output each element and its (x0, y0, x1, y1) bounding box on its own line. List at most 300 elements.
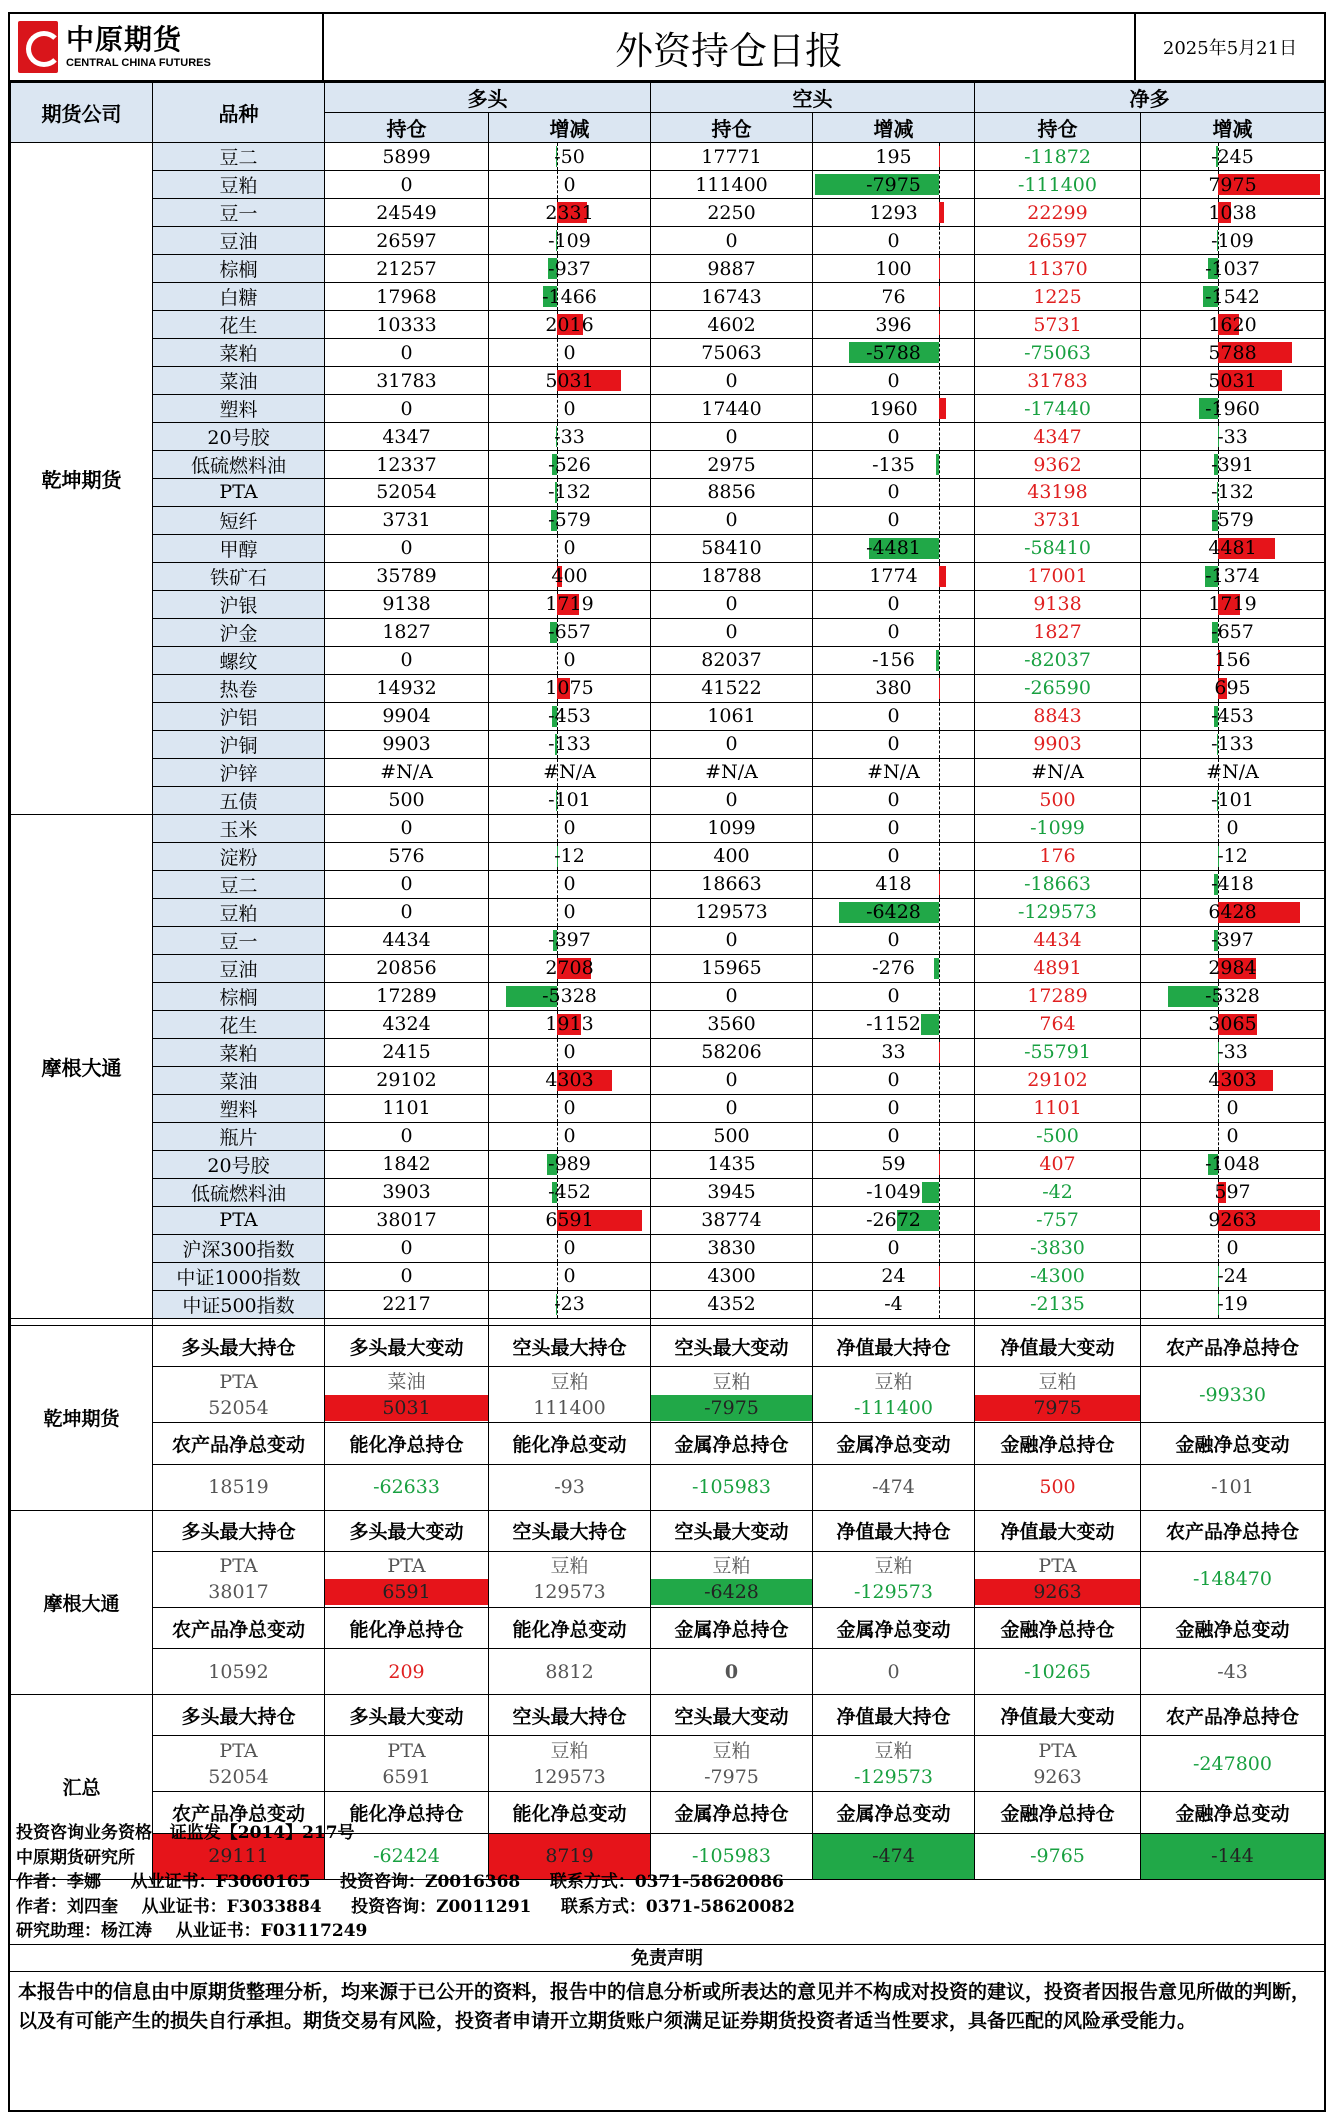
summary-total: 8719 (489, 1833, 651, 1879)
summary-label: 农产品净总变动 (153, 1607, 325, 1648)
product-name: 中证500指数 (153, 1290, 325, 1318)
short-change-cell (813, 1038, 975, 1066)
cell-value: 0 (887, 929, 900, 952)
product-name: 花生 (153, 311, 325, 339)
stat-product: PTA (387, 1739, 426, 1762)
table-row (11, 814, 1325, 842)
long-hold-cell: 4434 (325, 926, 489, 954)
zero-axis (939, 703, 940, 730)
long-change-cell (489, 562, 651, 590)
product-name: 沪深300指数 (153, 1234, 325, 1262)
table-row (11, 842, 1325, 870)
long-change-cell (489, 702, 651, 730)
summary-label: 农产品净总变动 (153, 1792, 325, 1833)
stat-value: 129573 (533, 1765, 606, 1788)
net-change-cell (1141, 1122, 1325, 1150)
zero-axis (939, 479, 940, 506)
summary-total: 8812 (489, 1649, 651, 1695)
net-hold-cell: 1225 (975, 283, 1141, 311)
short-change-cell (813, 1122, 975, 1150)
long-hold-cell: 52054 (325, 479, 489, 507)
cell-value: 0 (563, 1097, 576, 1120)
product-name: 短纤 (153, 506, 325, 534)
zero-axis (939, 1291, 940, 1318)
summary-label: 能化净总持仓 (325, 1792, 489, 1833)
long-hold-cell: 24549 (325, 199, 489, 227)
table-row (11, 367, 1325, 395)
long-change-cell (489, 395, 651, 423)
stat-value: -111400 (854, 1396, 933, 1419)
net-change-cell (1141, 534, 1325, 562)
long-hold-cell: 0 (325, 1234, 489, 1262)
summary-stat (153, 1551, 325, 1607)
short-change-cell (813, 255, 975, 283)
long-change-cell (489, 842, 651, 870)
long-change-cell (489, 1178, 651, 1206)
summary-label: 能化净总变动 (489, 1792, 651, 1833)
short-hold-cell: 400 (651, 842, 813, 870)
long-hold-cell: 0 (325, 1262, 489, 1290)
long-hold-cell: 3731 (325, 506, 489, 534)
net-hold-cell: 9362 (975, 451, 1141, 479)
net-hold-cell: -75063 (975, 339, 1141, 367)
net-change-cell (1141, 506, 1325, 534)
net-hold-cell: -3830 (975, 1234, 1141, 1262)
cell-value: 0 (887, 845, 900, 868)
table-row (11, 786, 1325, 814)
long-change-cell (489, 590, 651, 618)
net-change-cell (1141, 982, 1325, 1010)
short-change-cell (813, 283, 975, 311)
long-hold-cell: 35789 (325, 562, 489, 590)
product-name: 白糖 (153, 283, 325, 311)
zero-axis (557, 1123, 558, 1150)
cell-value: 6428 (1208, 901, 1257, 924)
long-hold-cell: 31783 (325, 367, 489, 395)
zero-axis (939, 339, 940, 366)
short-hold-cell: 58206 (651, 1038, 813, 1066)
stat-product: 豆粕 (874, 1370, 913, 1393)
summary-label: 能化净总持仓 (325, 1423, 489, 1464)
summary-total: -144 (1141, 1833, 1325, 1879)
short-change-cell (813, 926, 975, 954)
cell-value: -397 (1211, 929, 1254, 952)
disclaimer-title: 免责声明 (10, 1944, 1324, 1972)
cell-value: -133 (1211, 733, 1254, 756)
long-hold-cell: 576 (325, 842, 489, 870)
table-row (11, 870, 1325, 898)
summary-stat (489, 1736, 651, 1792)
short-hold-cell: 1061 (651, 702, 813, 730)
cell-value: -5328 (542, 985, 597, 1008)
net-hold-cell: -18663 (975, 870, 1141, 898)
product-name: 瓶片 (153, 1122, 325, 1150)
cell-value: 0 (563, 173, 576, 196)
short-change-cell (813, 423, 975, 451)
short-change-cell (813, 1262, 975, 1290)
stat-value: 52054 (208, 1765, 269, 1788)
short-change-cell (813, 199, 975, 227)
long-change-cell (489, 814, 651, 842)
net-change-cell (1141, 171, 1325, 199)
long-change-cell (489, 1206, 651, 1234)
cell-value: -937 (548, 257, 591, 280)
footer-line: 中原期货研究所 (16, 1847, 135, 1868)
cell-value: 0 (563, 901, 576, 924)
short-hold-cell: 0 (651, 982, 813, 1010)
table-row (11, 702, 1325, 730)
long-change-cell (489, 954, 651, 982)
summary-table (10, 1325, 1325, 1880)
cell-value: 0 (563, 817, 576, 840)
change-bar (939, 678, 941, 699)
net-hold-cell: #N/A (975, 758, 1141, 786)
zero-axis (939, 843, 940, 870)
summary-label: 农产品净总持仓 (1141, 1326, 1325, 1367)
summary-label: 金融净总变动 (1141, 1423, 1325, 1464)
long-change-cell (489, 1094, 651, 1122)
table-row (11, 1206, 1325, 1234)
cell-value: 6591 (545, 1209, 594, 1232)
cell-value: -33 (1217, 425, 1248, 448)
cell-value: 0 (1226, 1125, 1239, 1148)
summary-company: 乾坤期货 (11, 1326, 153, 1511)
long-hold-cell: #N/A (325, 758, 489, 786)
summary-label: 能化净总变动 (489, 1607, 651, 1648)
long-change-cell (489, 283, 651, 311)
cell-value: -579 (548, 509, 591, 532)
summary-total: 10592 (153, 1649, 325, 1695)
zero-axis (939, 815, 940, 842)
product-name: 中证1000指数 (153, 1262, 325, 1290)
cell-value: 2984 (1208, 957, 1257, 980)
long-hold-cell: 12337 (325, 451, 489, 479)
report-date: 2025年5月21日 (1136, 14, 1324, 82)
summary-label: 净值最大变动 (975, 1326, 1141, 1367)
cell-value: 0 (887, 509, 900, 532)
long-hold-cell: 0 (325, 171, 489, 199)
cell-value: 2708 (545, 957, 594, 980)
short-change-cell (813, 339, 975, 367)
cell-value: -1374 (1205, 565, 1260, 588)
cell-value: 597 (1214, 1181, 1251, 1204)
cell-value: 1913 (545, 1013, 594, 1036)
cell-value: -7975 (866, 173, 921, 196)
cell-value: 2016 (545, 313, 594, 336)
short-change-cell (813, 590, 975, 618)
net-change-cell (1141, 1290, 1325, 1318)
cell-value: -276 (872, 957, 915, 980)
cell-value: 0 (563, 649, 576, 672)
net-hold-cell: 1827 (975, 618, 1141, 646)
cell-value: 0 (563, 1237, 576, 1260)
product-name: 豆粕 (153, 898, 325, 926)
short-hold-cell: 0 (651, 227, 813, 255)
long-change-cell (489, 1010, 651, 1038)
net-hold-cell: -11872 (975, 143, 1141, 171)
product-name: 豆一 (153, 926, 325, 954)
net-change-cell (1141, 1178, 1325, 1206)
cell-value: -12 (554, 845, 585, 868)
company-name: 乾坤期货 (11, 143, 153, 815)
long-hold-cell: 29102 (325, 1066, 489, 1094)
company-name: 摩根大通 (11, 814, 153, 1318)
short-hold-cell: 0 (651, 367, 813, 395)
short-hold-cell: 3560 (651, 1010, 813, 1038)
table-row (11, 1122, 1325, 1150)
short-hold-cell: 15965 (651, 954, 813, 982)
short-hold-cell: 16743 (651, 283, 813, 311)
long-change-cell (489, 311, 651, 339)
long-hold-cell: 0 (325, 1122, 489, 1150)
summary-label: 净值最大变动 (975, 1695, 1141, 1736)
table-row (11, 451, 1325, 479)
net-hold-cell: 17001 (975, 562, 1141, 590)
net-hold-cell: 4347 (975, 423, 1141, 451)
table-row (11, 898, 1325, 926)
zero-axis (939, 451, 940, 478)
net-change-cell (1141, 1010, 1325, 1038)
cell-value: 400 (551, 565, 588, 588)
table-row (11, 1038, 1325, 1066)
cell-value: -989 (548, 1153, 591, 1176)
short-change-cell (813, 1206, 975, 1234)
stat-product: PTA (1038, 1555, 1077, 1578)
zero-axis (1218, 1095, 1219, 1122)
net-change-cell (1141, 451, 1325, 479)
stat-value: 9263 (1033, 1765, 1082, 1788)
zero-axis (557, 899, 558, 926)
cell-value: 0 (563, 537, 576, 560)
summary-label: 空头最大持仓 (489, 1695, 651, 1736)
long-hold-cell: 4324 (325, 1010, 489, 1038)
product-name: 菜粕 (153, 1038, 325, 1066)
cell-value: 195 (875, 145, 912, 168)
cell-value: 4303 (1208, 1069, 1257, 1092)
cell-value: 0 (887, 229, 900, 252)
short-hold-cell: 0 (651, 423, 813, 451)
cell-value: 9263 (1208, 1209, 1257, 1232)
summary-stat (325, 1736, 489, 1792)
net-change-cell (1141, 227, 1325, 255)
net-hold-cell: 407 (975, 1150, 1141, 1178)
product-name: 豆油 (153, 954, 325, 982)
zero-axis (939, 647, 940, 674)
short-change-cell (813, 646, 975, 674)
table-row (11, 926, 1325, 954)
net-change-cell (1141, 1262, 1325, 1290)
net-hold-cell: -500 (975, 1122, 1141, 1150)
short-change-cell (813, 367, 975, 395)
summary-label: 空头最大持仓 (489, 1510, 651, 1551)
summary-label: 金属净总变动 (813, 1792, 975, 1833)
net-change-cell (1141, 395, 1325, 423)
zero-axis (939, 983, 940, 1010)
stat-product: 豆粕 (712, 1370, 751, 1393)
product-name: 沪铝 (153, 702, 325, 730)
long-hold-cell: 500 (325, 786, 489, 814)
stat-product: 豆粕 (1038, 1370, 1077, 1393)
cell-value: 5788 (1208, 341, 1257, 364)
product-name: 低硫燃料油 (153, 1178, 325, 1206)
summary-company: 汇总 (11, 1695, 153, 1880)
short-hold-cell: 1099 (651, 814, 813, 842)
net-hold-cell: 43198 (975, 479, 1141, 507)
cell-value: 0 (563, 1041, 576, 1064)
long-hold-cell: 10333 (325, 311, 489, 339)
logo-name-cn: 中原期货 (66, 22, 183, 56)
zero-axis (939, 899, 940, 926)
net-hold-cell: 29102 (975, 1066, 1141, 1094)
cell-value: 3065 (1208, 1013, 1257, 1036)
long-hold-cell: 0 (325, 814, 489, 842)
summary-label: 金融净总持仓 (975, 1607, 1141, 1648)
net-hold-cell: -111400 (975, 171, 1141, 199)
disclaimer-text: 本报告中的信息由中原期货整理分析，均来源于已公开的资料，报告中的信息分析或所表达的意见并不构成对投资的建议，投资者因报告意见所做的判断，以及有可能产生的损失自行承担。期货交易有风险，投资者申请开立期货账户须满足证券期货投资者适当性要求，具备匹配的风险承受能力。 (18, 1980, 1311, 2032)
product-name: 棕榈 (153, 255, 325, 283)
short-hold-cell: 38774 (651, 1206, 813, 1234)
short-hold-cell: 0 (651, 926, 813, 954)
table-row (11, 646, 1325, 674)
short-hold-cell: 41522 (651, 674, 813, 702)
zero-axis (557, 1039, 558, 1066)
table-row (11, 506, 1325, 534)
net-hold-cell: -757 (975, 1206, 1141, 1234)
product-name: 五债 (153, 786, 325, 814)
short-hold-cell: 4300 (651, 1262, 813, 1290)
stat-value: -7975 (704, 1765, 759, 1788)
short-hold-cell: 4352 (651, 1290, 813, 1318)
zero-axis (939, 423, 940, 450)
summary-value-row (11, 1551, 1325, 1607)
table-row (11, 954, 1325, 982)
product-name: 沪金 (153, 618, 325, 646)
zero-axis (557, 871, 558, 898)
table-row (11, 618, 1325, 646)
change-bar (936, 454, 938, 475)
cell-value: -1152 (866, 1013, 921, 1036)
long-change-cell (489, 199, 651, 227)
cell-value: 0 (887, 481, 900, 504)
summary-stat (975, 1551, 1141, 1607)
zero-axis (939, 1179, 940, 1206)
net-change-cell (1141, 954, 1325, 982)
stat-product: 豆粕 (550, 1739, 589, 1762)
summary-stat (153, 1367, 325, 1423)
product-name: 淀粉 (153, 842, 325, 870)
summary-label: 农产品净总持仓 (1141, 1510, 1325, 1551)
stat-product: 豆粕 (550, 1370, 589, 1393)
report-title: 外资持仓日报 (324, 14, 1136, 82)
long-hold-cell: 38017 (325, 1206, 489, 1234)
short-hold-cell: 2975 (651, 451, 813, 479)
short-hold-cell: 0 (651, 1066, 813, 1094)
cell-value: -526 (548, 453, 591, 476)
summary-total: 29111 (153, 1833, 325, 1879)
cell-value: 1719 (1208, 593, 1257, 616)
table-row (11, 1066, 1325, 1094)
stat-product: 豆粕 (874, 1555, 913, 1578)
cell-value: -33 (554, 425, 585, 448)
stat-value: 111400 (533, 1396, 606, 1419)
cell-value: -1542 (1205, 285, 1260, 308)
zero-axis (557, 1235, 558, 1262)
cell-value: 100 (875, 257, 912, 280)
change-bar (939, 398, 947, 419)
net-hold-cell: -58410 (975, 534, 1141, 562)
cell-value: 0 (1226, 1237, 1239, 1260)
cell-value: 5031 (545, 369, 594, 392)
long-hold-cell: 0 (325, 870, 489, 898)
short-change-cell (813, 674, 975, 702)
positions-table (10, 82, 1325, 1341)
summary-header-row (11, 1326, 1325, 1367)
zero-axis (939, 1039, 940, 1066)
table-row (11, 1150, 1325, 1178)
summary-label: 净值最大持仓 (813, 1695, 975, 1736)
long-change-cell (489, 255, 651, 283)
long-change-cell (489, 674, 651, 702)
long-hold-cell: 9904 (325, 702, 489, 730)
summary-label: 金属净总持仓 (651, 1607, 813, 1648)
net-change-cell (1141, 1234, 1325, 1262)
report-sheet (8, 12, 1326, 2112)
net-change-cell (1141, 199, 1325, 227)
long-hold-cell: 3903 (325, 1178, 489, 1206)
cell-value: -101 (548, 789, 591, 812)
summary-total: -474 (813, 1464, 975, 1510)
long-change-cell (489, 171, 651, 199)
net-change-cell (1141, 814, 1325, 842)
cell-value: 0 (887, 593, 900, 616)
agri-net-total: -247800 (1141, 1736, 1325, 1792)
table-row (11, 758, 1325, 786)
cell-value: 0 (887, 817, 900, 840)
summary-label: 农产品净总持仓 (1141, 1695, 1325, 1736)
zero-axis (939, 367, 940, 394)
product-name: 豆粕 (153, 171, 325, 199)
cell-value: 33 (881, 1041, 906, 1064)
net-change-cell (1141, 618, 1325, 646)
summary-value-row (11, 1464, 1325, 1510)
cell-value: -133 (548, 733, 591, 756)
summary-label: 农产品净总变动 (153, 1423, 325, 1464)
cell-value: 0 (1226, 817, 1239, 840)
cell-value: -5788 (866, 341, 921, 364)
net-hold-cell: 764 (975, 1010, 1141, 1038)
summary-label: 金融净总持仓 (975, 1423, 1141, 1464)
stat-product: 豆粕 (712, 1739, 751, 1762)
long-change-cell (489, 479, 651, 507)
short-hold-cell: 0 (651, 506, 813, 534)
product-name: 低硫燃料油 (153, 451, 325, 479)
cell-value: 1075 (545, 677, 594, 700)
long-change-header: 增减 (489, 113, 651, 143)
cell-value: -579 (1211, 509, 1254, 532)
short-hold-cell: 82037 (651, 646, 813, 674)
cell-value: 76 (881, 285, 906, 308)
stat-product: PTA (387, 1555, 426, 1578)
long-change-cell (489, 1290, 651, 1318)
short-hold-cell: 75063 (651, 339, 813, 367)
net-change-cell (1141, 143, 1325, 171)
product-name: 沪铜 (153, 730, 325, 758)
table-row (11, 479, 1325, 507)
zero-axis (939, 955, 940, 982)
long-change-cell (489, 506, 651, 534)
summary-label: 金属净总变动 (813, 1607, 975, 1648)
long-hold-cell: 21257 (325, 255, 489, 283)
